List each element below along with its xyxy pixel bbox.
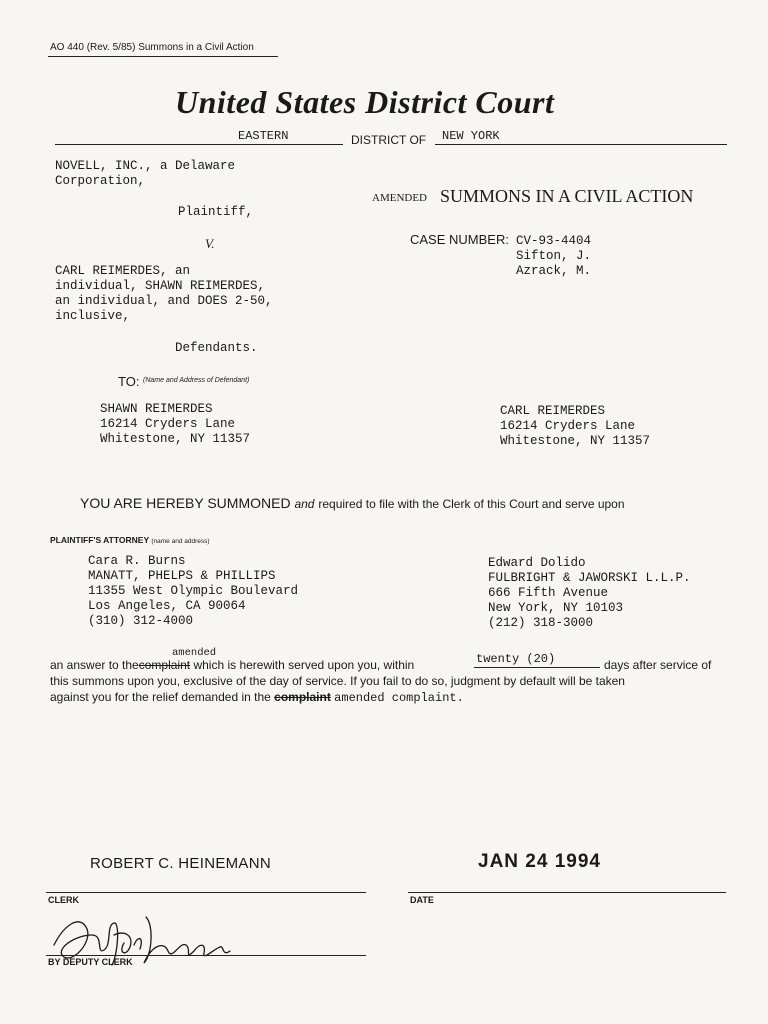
answer-line-2: this summons upon you, exclusive of the day of service. If you fail to do so, judgment by default will be taken [50, 674, 625, 688]
date-label: DATE [410, 895, 434, 905]
addressee-2-line-1: CARL REIMERDES [500, 404, 606, 418]
attorney-2-line-1: Edward Dolido [488, 556, 586, 570]
answer-line-1-c: days after service of [604, 658, 712, 672]
addressee-1-line-3: Whitestone, NY 11357 [100, 432, 251, 446]
answer-line-1 [50, 658, 414, 672]
plaintiff-role: Plaintiff, [178, 205, 254, 219]
struck-complaint-2: complaint [274, 690, 331, 704]
defendant-name-3: an individual, and DOES 2-50, [55, 294, 273, 308]
attorney-2-line-5: (212) 318-3000 [488, 616, 594, 630]
clerk-rule [46, 892, 366, 893]
plaintiff-name-1: NOVELL, INC., a Delaware [55, 159, 236, 173]
to-hint: (Name and Address of Defendant) [143, 377, 250, 384]
case-number-label: CASE NUMBER: [410, 232, 509, 247]
attorney-1-line-2: MANATT, PHELPS & PHILLIPS [88, 569, 276, 583]
district-state: NEW YORK [442, 129, 500, 143]
form-id: AO 440 (Rev. 5/85) Summons in a Civil Action [50, 42, 254, 53]
district-prefix: EASTERN [238, 129, 289, 143]
struck-complaint-1: complaint [138, 658, 191, 672]
days-blank [474, 667, 600, 668]
attorney-1-line-4: Los Angeles, CA 90064 [88, 599, 246, 613]
clerk-label: CLERK [48, 895, 79, 905]
summons-title: SUMMONS IN A CIVIL ACTION [440, 186, 694, 206]
to-label: TO: [118, 374, 140, 389]
attorney-1-line-1: Cara R. Burns [88, 554, 186, 568]
attorney-2-line-3: 666 Fifth Avenue [488, 586, 609, 600]
date-rule [408, 892, 726, 893]
versus: V. [205, 236, 215, 251]
case-judge: Sifton, J. [516, 249, 592, 263]
addressee-1-line-1: SHAWN REIMERDES [100, 402, 213, 416]
case-number: CV-93-4404 [516, 234, 592, 248]
attorney-label-hint: (name and address) [151, 538, 210, 545]
date-stamp: JAN 24 1994 [478, 851, 601, 872]
summoned-and: and [294, 497, 315, 511]
addressee-1-line-2: 16214 Cryders Lane [100, 417, 236, 431]
case-magistrate: Azrack, M. [516, 264, 592, 278]
court-title: United States District Court [175, 84, 555, 120]
defendant-name-1: CARL REIMERDES, an [55, 264, 191, 278]
district-rule-left [55, 144, 343, 145]
answer-line-1-a: an answer to the [50, 658, 139, 672]
answer-line-3-a: against you for the relief demanded in the [50, 690, 271, 704]
deputy-rule [46, 955, 366, 956]
attorney-1-line-3: 11355 West Olympic Boulevard [88, 584, 299, 598]
addressee-2-line-3: Whitestone, NY 11357 [500, 434, 651, 448]
district-label: DISTRICT OF [351, 133, 427, 147]
attorney-2-line-2: FULBRIGHT & JAWORSKI L.L.P. [488, 571, 691, 585]
district-rule-right [435, 144, 727, 145]
header-rule [48, 56, 278, 57]
amended-mark: AMENDED [372, 192, 427, 204]
attorney-2-line-4: New York, NY 10103 [488, 601, 624, 615]
answer-line-3 [50, 690, 464, 705]
defendant-name-2: individual, SHAWN REIMERDES, [55, 279, 266, 293]
amended-insert: amended [172, 647, 217, 659]
days-value: twenty (20) [476, 652, 556, 666]
defendant-role: Defendants. [175, 341, 258, 355]
summoned-rest: required to file with the Clerk of this Court and serve upon [318, 497, 625, 511]
plaintiff-name-2: Corporation, [55, 174, 146, 188]
clerk-name: ROBERT C. HEINEMANN [90, 855, 272, 872]
answer-line-1-b: which is herewith served upon you, within [193, 658, 415, 672]
attorney-1-line-5: (310) 312-4000 [88, 614, 194, 628]
summoned-line [80, 495, 625, 511]
defendant-name-4: inclusive, [55, 309, 131, 323]
addressee-2-line-2: 16214 Cryders Lane [500, 419, 636, 433]
attorney-label-main: PLAINTIFF'S ATTORNEY [50, 535, 149, 545]
attorney-label [50, 535, 210, 545]
deputy-clerk-label: BY DEPUTY CLERK [48, 957, 133, 967]
answer-line-3-typed: amended complaint. [334, 691, 464, 705]
summoned-caps: YOU ARE HEREBY SUMMONED [80, 495, 291, 511]
